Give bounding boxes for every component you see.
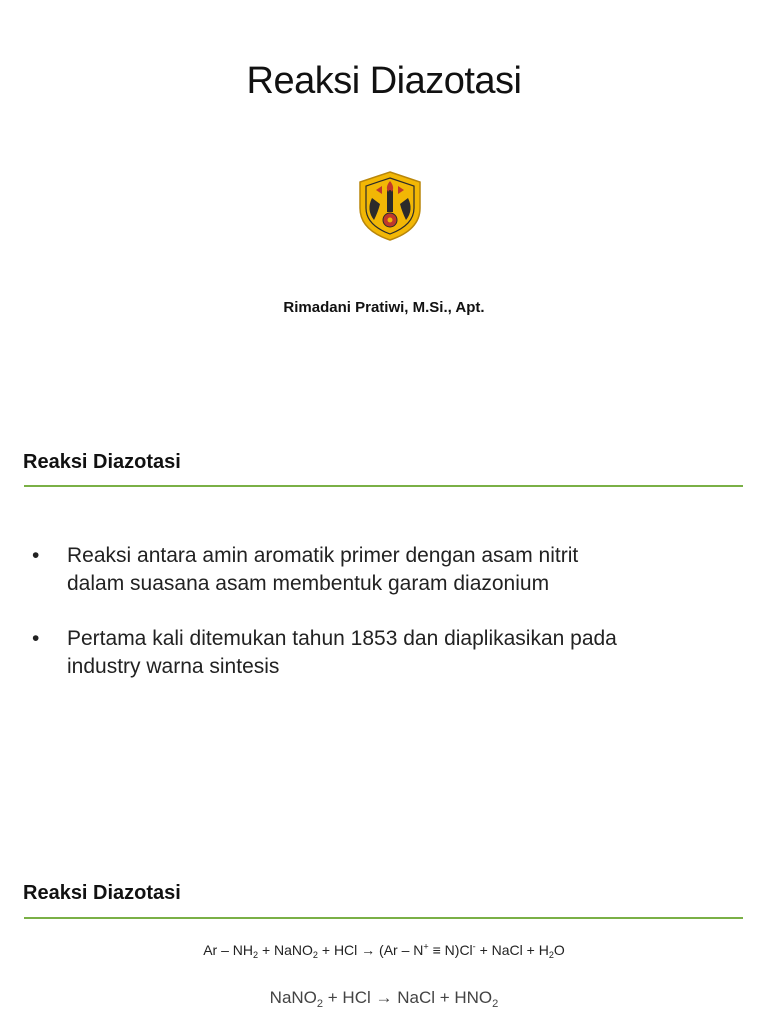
section-heading: Reaksi Diazotasi [23,451,181,473]
title-slide [0,0,768,400]
heading-divider [24,485,743,487]
reaction-arrow-icon: → [375,988,393,1007]
list-item [32,625,712,681]
bullet-text-line: dalam suasana asam membentuk garam diazonium [67,572,550,595]
reaction-arrow-icon: → [361,942,376,958]
bullet-marker: • [32,627,40,650]
bullet-text-line: Pertama kali ditemukan tahun 1853 dan diaplikasikan pada [67,627,617,650]
content-slide-equations [0,860,768,1024]
bullet-text-line: Reaksi antara amin aromatik primer dengan asam nitrit [67,544,579,567]
bullet-list [32,542,712,708]
nitrous-acid-equation: NaNO$_2$ + HCl → NaCl + $HNO_2$ [269,988,499,1010]
bullet-marker: • [32,544,40,567]
diazotization-equation: Ar – $NH_2$ + NaNO$_2$ + HCl → (Ar – N+ ≡ N)Cl- + NaCl + $H_2O$ [203,941,565,961]
author-name: Rimadani Pratiwi, M.Si., Apt. [283,299,485,316]
list-item [32,542,712,598]
content-slide-definition [0,420,768,850]
heading-divider [24,917,743,919]
section-heading: Reaksi Diazotasi [23,882,181,904]
university-crest-icon [352,168,428,244]
bullet-text-line: industry warna sintesis [67,655,280,678]
slide-title: Reaksi Diazotasi [246,60,522,102]
